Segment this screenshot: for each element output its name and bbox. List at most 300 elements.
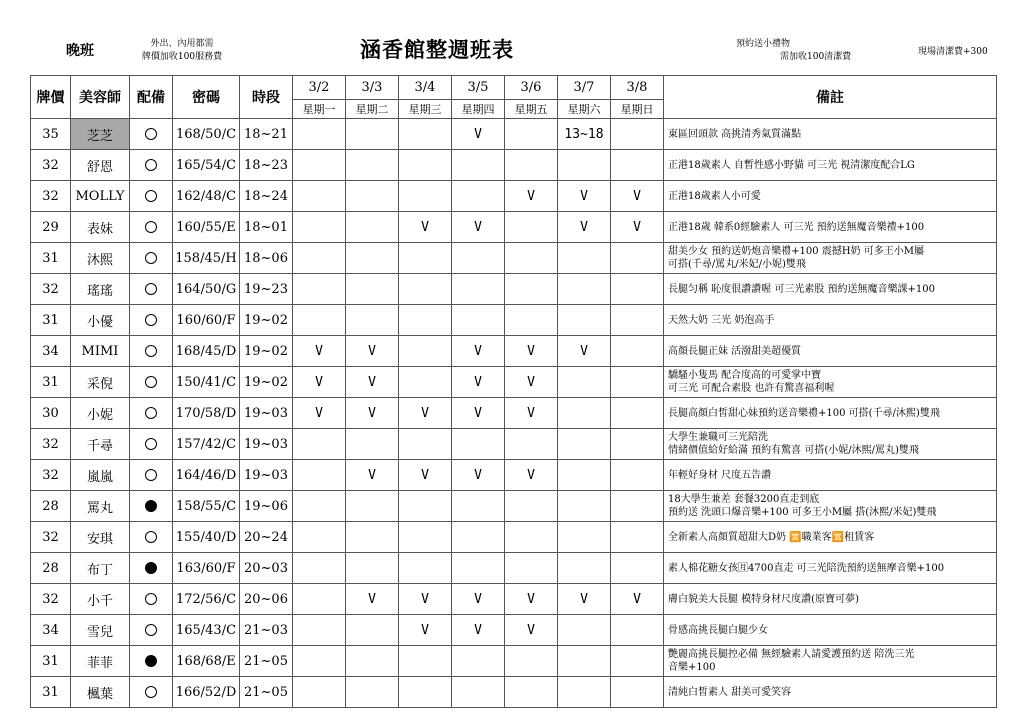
- day-cell: [293, 305, 346, 336]
- remarks-line: 可三光 可配合素股 也許有驚喜福利喔: [668, 383, 835, 394]
- schedule-rows: [31, 119, 997, 708]
- day-cell: V: [452, 212, 505, 243]
- remarks-line: 清純白皙素人 甜美可愛笑容: [668, 686, 792, 698]
- time-cell: 18~24: [240, 181, 293, 212]
- table-row: [31, 522, 997, 553]
- table-row: [31, 181, 997, 212]
- col-header-date: 3/8: [611, 76, 664, 100]
- day-cell: [611, 274, 664, 305]
- day-cell: [611, 429, 664, 460]
- price-cell: 30: [31, 398, 71, 429]
- code-cell: 165/54/C: [173, 150, 240, 181]
- day-cell: V: [558, 212, 611, 243]
- code-cell: 157/42/C: [173, 429, 240, 460]
- equip-cell: [130, 429, 173, 460]
- remarks-line: 全新素人高顏質超甜大D奶 🈺職業客🈺租賃客: [668, 531, 875, 543]
- remarks-cell: [664, 398, 997, 429]
- day-cell: [505, 150, 558, 181]
- day-cell: [293, 429, 346, 460]
- col-header-date: 3/7: [558, 76, 611, 100]
- day-cell: V: [346, 398, 399, 429]
- day-cell: [558, 367, 611, 398]
- day-cell: [293, 274, 346, 305]
- remarks-cell: [664, 460, 997, 491]
- day-cell: V: [399, 584, 452, 615]
- empty-circle-icon: [145, 128, 157, 140]
- equip-cell: [130, 553, 173, 584]
- col-header-date: 3/5: [452, 76, 505, 100]
- code-cell: 158/45/H: [173, 243, 240, 274]
- remarks-line: 膚白貌美大長腿 模特身材尺度讚(原寶可夢): [668, 593, 859, 605]
- time-cell: 18~21: [240, 119, 293, 150]
- day-cell: [293, 553, 346, 584]
- day-cell: [346, 429, 399, 460]
- day-cell: [346, 274, 399, 305]
- code-cell: 160/60/F: [173, 305, 240, 336]
- remarks-cell: [664, 212, 997, 243]
- day-cell: [611, 150, 664, 181]
- empty-circle-icon: [145, 624, 157, 636]
- day-cell: [399, 367, 452, 398]
- day-cell: [558, 398, 611, 429]
- empty-circle-icon: [145, 314, 157, 326]
- time-cell: 19~03: [240, 398, 293, 429]
- empty-circle-icon: [145, 438, 157, 450]
- time-cell: 21~05: [240, 646, 293, 677]
- day-cell: [293, 615, 346, 646]
- day-cell: [558, 305, 611, 336]
- equip-cell: [130, 243, 173, 274]
- remarks-line: 正港18歲 韓系0經驗素人 可三光 預約送無魔音樂禮+100: [668, 221, 925, 233]
- day-cell: [293, 584, 346, 615]
- empty-circle-icon: [145, 252, 157, 264]
- page-title: 涵香館整週班表: [360, 37, 514, 62]
- remarks-line: 東區回頭款 高挑清秀氣質滿點: [668, 128, 802, 140]
- remarks-line: 預約送 洗頭口爆音樂+100 可多王小M屬 搭(沐熙/米妃)雙飛: [668, 507, 937, 518]
- table-row: [31, 429, 997, 460]
- day-cell: [611, 243, 664, 274]
- remarks-line: 長腿高顏白皙甜心妹預約送音樂禮+100 可搭(千尋/沐熙)雙飛: [668, 407, 940, 419]
- day-cell: [346, 615, 399, 646]
- name-cell: 千尋: [71, 429, 130, 460]
- remarks-line: 骨感高挑長腿白腿少女: [668, 624, 768, 636]
- empty-circle-icon: [145, 190, 157, 202]
- table-row: [31, 677, 997, 708]
- day-cell: [452, 677, 505, 708]
- remarks-cell: [664, 243, 997, 274]
- col-header-weekday: 星期六: [558, 100, 611, 119]
- equip-cell: [130, 367, 173, 398]
- price-cell: 34: [31, 615, 71, 646]
- table-row: [31, 398, 997, 429]
- name-cell: 小千: [71, 584, 130, 615]
- day-cell: V: [399, 460, 452, 491]
- table-row: [31, 119, 997, 150]
- day-cell: [611, 119, 664, 150]
- time-cell: 21~03: [240, 615, 293, 646]
- day-cell: V: [505, 367, 558, 398]
- day-cell: [293, 491, 346, 522]
- remarks-cell: [664, 553, 997, 584]
- day-cell: V: [505, 181, 558, 212]
- day-cell: V: [346, 460, 399, 491]
- price-cell: 31: [31, 367, 71, 398]
- day-cell: [399, 336, 452, 367]
- day-cell: [346, 305, 399, 336]
- day-cell: [399, 274, 452, 305]
- code-cell: 165/43/C: [173, 615, 240, 646]
- day-cell: V: [399, 398, 452, 429]
- day-cell: [399, 553, 452, 584]
- day-cell: [505, 429, 558, 460]
- day-cell: [558, 243, 611, 274]
- day-cell: [452, 243, 505, 274]
- col-header-weekday: 星期四: [452, 100, 505, 119]
- code-cell: 163/60/F: [173, 553, 240, 584]
- day-cell: [452, 274, 505, 305]
- cleaning-fee-note: 現場清潔費+300: [918, 47, 988, 57]
- remarks-cell: [664, 677, 997, 708]
- booking-gift-note-line: 需加收100清潔費: [780, 52, 852, 62]
- code-cell: 160/55/E: [173, 212, 240, 243]
- equip-cell: [130, 181, 173, 212]
- day-cell: V: [505, 615, 558, 646]
- time-cell: 20~06: [240, 584, 293, 615]
- service-fee-note: [134, 38, 230, 64]
- day-cell: [505, 522, 558, 553]
- code-cell: 162/48/C: [173, 181, 240, 212]
- day-cell: [293, 119, 346, 150]
- name-cell: 罵丸: [71, 491, 130, 522]
- booking-gift-note: [736, 38, 866, 64]
- price-cell: 28: [31, 491, 71, 522]
- day-cell: V: [452, 615, 505, 646]
- remarks-line: 情緒價值給好給滿 預約有驚喜 可搭(小妮/沐熙/罵丸)雙飛: [668, 445, 919, 456]
- remarks-line: 驕騷小隻馬 配合度高的可愛掌中寶: [668, 370, 822, 381]
- equip-cell: [130, 646, 173, 677]
- day-cell: [452, 150, 505, 181]
- day-cell: [399, 243, 452, 274]
- remarks-line: 長腿匀稱 恥度很讚讚喔 可三光素股 預約送無魔音樂課+100: [668, 283, 936, 295]
- header-row: [31, 76, 997, 100]
- day-cell: V: [505, 460, 558, 491]
- day-cell: [611, 522, 664, 553]
- price-cell: 31: [31, 677, 71, 708]
- col-header-remarks: 備註: [664, 76, 997, 119]
- empty-circle-icon: [145, 221, 157, 233]
- table-row: [31, 305, 997, 336]
- empty-circle-icon: [145, 159, 157, 171]
- day-cell: V: [346, 584, 399, 615]
- table-row: [31, 212, 997, 243]
- table-row: [31, 646, 997, 677]
- table-row: [31, 243, 997, 274]
- day-cell: [452, 553, 505, 584]
- day-cell: [611, 677, 664, 708]
- day-cell: V: [452, 460, 505, 491]
- remarks-line: 高顏長腿正妹 活潑甜美超優質: [668, 345, 802, 357]
- table-row: [31, 274, 997, 305]
- day-cell: V: [452, 336, 505, 367]
- table-row: [31, 584, 997, 615]
- time-cell: 18~01: [240, 212, 293, 243]
- day-cell: [611, 398, 664, 429]
- col-header-date: 3/2: [293, 76, 346, 100]
- remarks-line: 18大學生兼差 套餐3200直走到底: [668, 494, 820, 505]
- day-cell: [505, 274, 558, 305]
- day-cell: [558, 150, 611, 181]
- day-cell: [399, 181, 452, 212]
- empty-circle-icon: [145, 345, 157, 357]
- equip-cell: [130, 460, 173, 491]
- remarks-cell: [664, 150, 997, 181]
- price-cell: 34: [31, 336, 71, 367]
- day-cell: V: [558, 584, 611, 615]
- remarks-cell: [664, 646, 997, 677]
- name-cell: 安琪: [71, 522, 130, 553]
- day-cell: [399, 429, 452, 460]
- day-cell: [399, 677, 452, 708]
- day-cell: [611, 460, 664, 491]
- code-cell: 168/68/E: [173, 646, 240, 677]
- day-cell: [611, 553, 664, 584]
- day-cell: [611, 305, 664, 336]
- name-cell: 小優: [71, 305, 130, 336]
- col-header-weekday: 星期三: [399, 100, 452, 119]
- time-cell: 18~06: [240, 243, 293, 274]
- remarks-cell: [664, 429, 997, 460]
- col-header-weekday: 星期一: [293, 100, 346, 119]
- table-row: [31, 150, 997, 181]
- code-cell: 164/50/G: [173, 274, 240, 305]
- time-cell: 19~23: [240, 274, 293, 305]
- equip-cell: [130, 584, 173, 615]
- equip-cell: [130, 305, 173, 336]
- day-cell: [346, 522, 399, 553]
- empty-circle-icon: [145, 376, 157, 388]
- time-cell: 19~03: [240, 460, 293, 491]
- equip-cell: [130, 274, 173, 305]
- equip-cell: [130, 398, 173, 429]
- day-cell: V: [505, 336, 558, 367]
- day-cell: [346, 181, 399, 212]
- day-cell: [505, 212, 558, 243]
- day-cell: [293, 181, 346, 212]
- code-cell: 155/40/D: [173, 522, 240, 553]
- day-cell: [346, 243, 399, 274]
- price-cell: 31: [31, 646, 71, 677]
- table-row: [31, 460, 997, 491]
- price-cell: 32: [31, 460, 71, 491]
- remarks-cell: [664, 305, 997, 336]
- name-cell: 嵐嵐: [71, 460, 130, 491]
- day-cell: [611, 336, 664, 367]
- price-cell: 32: [31, 584, 71, 615]
- day-cell: [505, 119, 558, 150]
- day-cell: [293, 150, 346, 181]
- remarks-line: 甜美少女 預約送奶炮音樂禮+100 震撼H奶 可多王小M屬: [668, 246, 924, 257]
- name-cell: 表妹: [71, 212, 130, 243]
- day-cell: V: [346, 336, 399, 367]
- day-cell: V: [611, 584, 664, 615]
- day-cell: [505, 646, 558, 677]
- table-row: [31, 336, 997, 367]
- price-cell: 32: [31, 181, 71, 212]
- time-cell: 19~02: [240, 367, 293, 398]
- table-row: [31, 367, 997, 398]
- day-cell: [505, 243, 558, 274]
- day-cell: [558, 274, 611, 305]
- col-header-price: 牌價: [31, 76, 71, 119]
- day-cell: V: [293, 367, 346, 398]
- filled-circle-icon: [145, 655, 157, 667]
- col-header-date: 3/3: [346, 76, 399, 100]
- day-cell: [452, 181, 505, 212]
- day-cell: [558, 646, 611, 677]
- name-cell: 雪兒: [71, 615, 130, 646]
- day-cell: V: [505, 398, 558, 429]
- remarks-cell: [664, 491, 997, 522]
- day-cell: [346, 212, 399, 243]
- day-cell: [399, 491, 452, 522]
- day-cell: [558, 677, 611, 708]
- day-cell: [452, 429, 505, 460]
- code-cell: 168/45/D: [173, 336, 240, 367]
- price-cell: 32: [31, 150, 71, 181]
- price-cell: 32: [31, 522, 71, 553]
- day-cell: [293, 677, 346, 708]
- col-header-date: 3/6: [505, 76, 558, 100]
- booking-gift-note-line: 預約送小禮物: [736, 39, 791, 49]
- time-cell: 18~23: [240, 150, 293, 181]
- price-cell: 29: [31, 212, 71, 243]
- code-cell: 168/50/C: [173, 119, 240, 150]
- remarks-cell: [664, 367, 997, 398]
- day-cell: V: [452, 398, 505, 429]
- equip-cell: [130, 491, 173, 522]
- time-cell: 19~03: [240, 429, 293, 460]
- day-cell: [558, 491, 611, 522]
- empty-circle-icon: [145, 407, 157, 419]
- day-cell: [558, 553, 611, 584]
- remarks-line: 艷麗高挑長腿控必備 無經驗素人請愛護預約送 陪洗三光: [668, 649, 915, 660]
- day-cell: V: [611, 212, 664, 243]
- weekly-schedule-table: [30, 75, 997, 708]
- equip-cell: [130, 615, 173, 646]
- day-cell: [611, 615, 664, 646]
- day-cell: V: [505, 584, 558, 615]
- equip-cell: [130, 119, 173, 150]
- day-cell: [558, 522, 611, 553]
- remarks-line: 正港18歲素人小可愛: [668, 190, 761, 202]
- table-row: [31, 553, 997, 584]
- name-cell: MIMI: [71, 336, 130, 367]
- name-cell: 采倪: [71, 367, 130, 398]
- name-cell: 舒恩: [71, 150, 130, 181]
- day-cell: [452, 491, 505, 522]
- day-cell: V: [399, 615, 452, 646]
- name-cell: 沐熙: [71, 243, 130, 274]
- code-cell: 164/46/D: [173, 460, 240, 491]
- day-cell: [452, 305, 505, 336]
- remarks-cell: [664, 336, 997, 367]
- day-cell: [346, 119, 399, 150]
- price-cell: 31: [31, 305, 71, 336]
- col-header-weekday: 星期日: [611, 100, 664, 119]
- day-cell: 13~18: [558, 119, 611, 150]
- empty-circle-icon: [145, 531, 157, 543]
- day-cell: V: [558, 181, 611, 212]
- equip-cell: [130, 677, 173, 708]
- day-cell: [611, 491, 664, 522]
- day-cell: [293, 646, 346, 677]
- remarks-cell: [664, 615, 997, 646]
- day-cell: [452, 522, 505, 553]
- equip-cell: [130, 522, 173, 553]
- col-header-time: 時段: [240, 76, 293, 119]
- day-cell: [505, 677, 558, 708]
- day-cell: [346, 491, 399, 522]
- day-cell: [611, 646, 664, 677]
- day-cell: V: [293, 336, 346, 367]
- empty-circle-icon: [145, 469, 157, 481]
- day-cell: V: [452, 367, 505, 398]
- remarks-cell: [664, 181, 997, 212]
- time-cell: 21~05: [240, 677, 293, 708]
- empty-circle-icon: [145, 593, 157, 605]
- day-cell: [293, 243, 346, 274]
- day-cell: [346, 646, 399, 677]
- col-header-weekday: 星期五: [505, 100, 558, 119]
- day-cell: V: [293, 398, 346, 429]
- remarks-line: 可搭(千尋/罵丸/米妃/小妮)雙飛: [668, 259, 806, 270]
- remarks-line: 大學生兼職可三光陪洗: [668, 432, 768, 443]
- day-cell: [346, 150, 399, 181]
- price-cell: 35: [31, 119, 71, 150]
- name-cell: 瑤瑤: [71, 274, 130, 305]
- equip-cell: [130, 336, 173, 367]
- remarks-cell: [664, 584, 997, 615]
- day-cell: [558, 429, 611, 460]
- day-cell: V: [558, 336, 611, 367]
- day-cell: V: [452, 119, 505, 150]
- day-cell: [293, 460, 346, 491]
- remarks-cell: [664, 522, 997, 553]
- name-cell: 楓葉: [71, 677, 130, 708]
- price-cell: 32: [31, 429, 71, 460]
- name-cell: 芝芝: [71, 119, 130, 150]
- remarks-line: 天然大奶 三光 奶泡高手: [668, 314, 775, 326]
- name-cell: 小妮: [71, 398, 130, 429]
- day-cell: [399, 305, 452, 336]
- day-cell: [558, 615, 611, 646]
- day-cell: [505, 553, 558, 584]
- service-fee-note-line: 牌價加收100服務費: [141, 52, 223, 62]
- day-cell: [505, 305, 558, 336]
- time-cell: 20~03: [240, 553, 293, 584]
- shift-label: 晚班: [66, 43, 94, 59]
- time-cell: 19~02: [240, 305, 293, 336]
- time-cell: 20~24: [240, 522, 293, 553]
- empty-circle-icon: [145, 686, 157, 698]
- day-cell: [399, 646, 452, 677]
- col-header-date: 3/4: [399, 76, 452, 100]
- day-cell: [399, 119, 452, 150]
- equip-cell: [130, 150, 173, 181]
- remarks-line: 素人棉花糖女孩🈷4700直走 可三光陪洗預約送無摩音樂+100: [668, 562, 945, 574]
- col-header-weekday: 星期二: [346, 100, 399, 119]
- code-cell: 158/55/C: [173, 491, 240, 522]
